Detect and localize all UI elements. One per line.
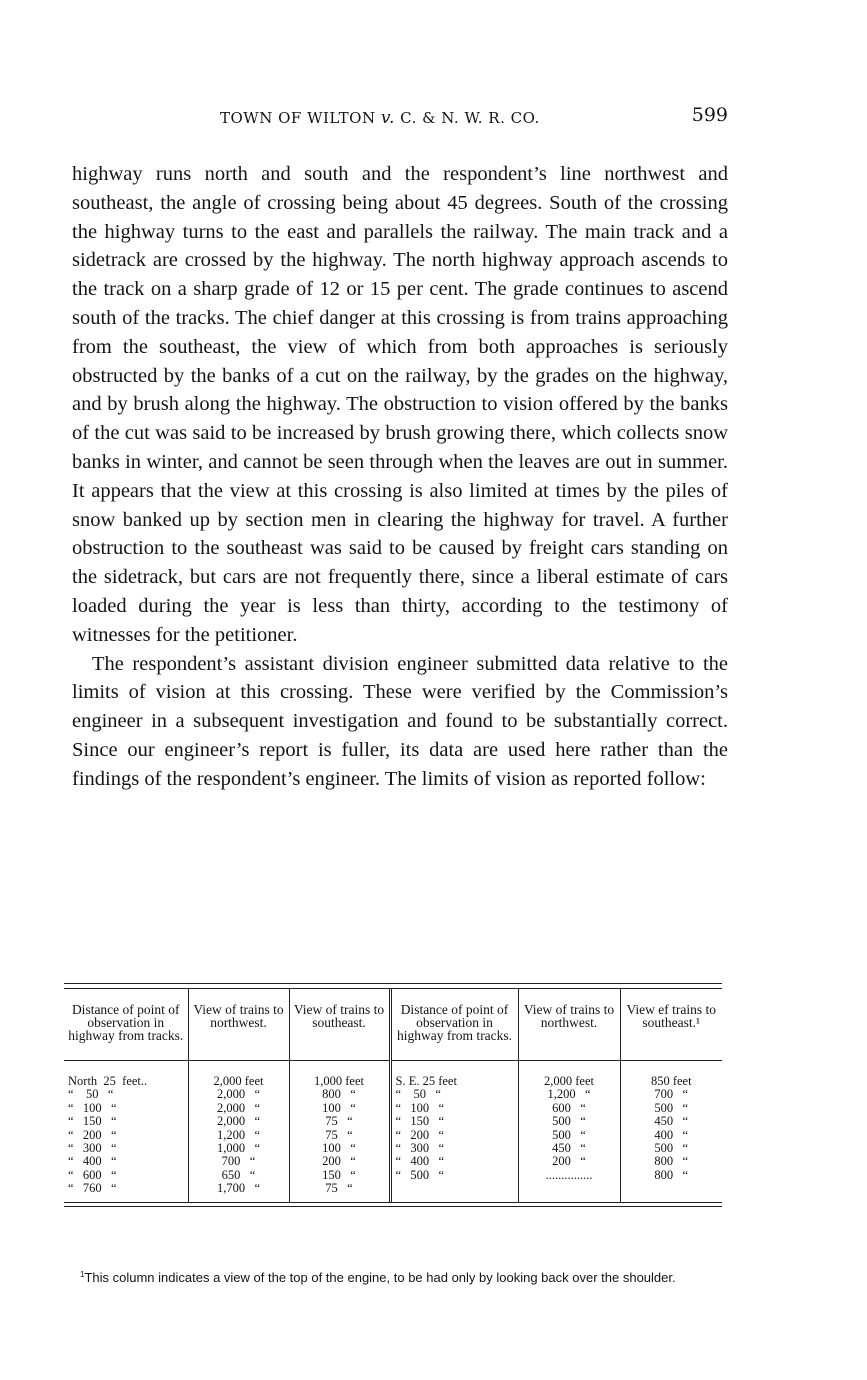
running-head-versus: v.	[380, 108, 395, 128]
table-cell: 700 “	[654, 1087, 689, 1102]
north-distance-column	[64, 1061, 188, 1202]
table-cell: “ 300 “	[395, 1141, 445, 1156]
table-cell: “ 400 “	[395, 1154, 445, 1169]
table-cell: 2,000 feet	[544, 1074, 594, 1088]
table-cell: “ 100 “	[68, 1100, 117, 1115]
table-cell: 650 “	[221, 1167, 256, 1182]
footnote	[80, 1268, 726, 1284]
header-south-distance: Distance of point of observation in highway from tracks.	[390, 989, 518, 1061]
header-north-view-southeast: View of trains to southeast.	[289, 989, 390, 1061]
table-cell: 800 “	[654, 1154, 689, 1169]
table-cell: 100 “	[322, 1141, 356, 1156]
table-bottom-rule	[64, 1202, 722, 1207]
page-number: 599	[691, 104, 728, 126]
table-cell: 100 “	[322, 1100, 356, 1115]
body-text	[72, 160, 728, 794]
table-cell: 200 “	[322, 1154, 356, 1169]
paragraph-2: The respondent’s assistant division engineer submitted data relative to the limits of vision at this crossing. These were verified by the Commission’s engineer in a subsequent investigation and found to be substantially correct. Since our engineer’s report is fuller, its data are used here rather than the findings of the respondent’s engineer. The limits of vision as reported follow:	[72, 652, 728, 790]
table-cell: 75 “	[325, 1127, 353, 1142]
table-cell: 500 “	[654, 1100, 689, 1115]
table-cell: 800 “	[322, 1087, 356, 1102]
table-cell: 450 “	[552, 1141, 586, 1156]
table-cell: 150 “	[322, 1167, 356, 1182]
table-cell: “ 50 “	[395, 1087, 441, 1102]
table-cell: 400 “	[654, 1127, 689, 1142]
table-cell: “ 500 “	[395, 1167, 445, 1182]
running-head-title: TOWN OF WILTON v. C. & N. W. R. CO.	[220, 108, 540, 128]
table-cell: 1,000 feet	[314, 1074, 364, 1088]
table-cell: 1,200 “	[216, 1127, 261, 1142]
table-cell: 1,200 “	[547, 1087, 591, 1102]
table-cell: “ 100 “	[395, 1100, 445, 1115]
paragraph-1: highway runs north and south and the respondent’s line northwest and southeast, the angle of crossing being about 45 degrees. South of the crossing the highway turns to the east and parallels the railway. The main track and a sidetrack are crossed by the highway. The north highway approach ascends to the track on a sharp grade of 12 or 15 per cent. The grade continues to ascend south of the tracks. The chief danger at this crossing is from trains approaching from the southeast, the view of which from both approaches is seriously obstructed by the banks of a cut on the railway, by the grades on the highway, and by brush along the highway. The obstruction to vision offered by the banks of the cut was said to be increased by brush growing there, which collects snow banks in winter, and cannot be seen through when the leaves are out in summer. It appears that the view at this crossing is also limited at times by the piles of snow banked up by section men in clearing the highway for travel. A further obstruction to the southeast was said to be caused by freight cars standing on the sidetrack, but cars are not frequently there, since a liberal estimate of cars loaded during the year is less than thirty, according to the testimony of witnesses for the petitioner.	[72, 163, 728, 646]
table-cell: 600 “	[552, 1100, 586, 1115]
header-south-view-northwest: View of trains to northwest.	[518, 989, 620, 1061]
running-header	[72, 104, 728, 130]
table-cell: 500 “	[654, 1141, 689, 1156]
table-cell: 2,000 feet	[213, 1074, 264, 1088]
table-cell: S. E. 25 feet	[395, 1074, 457, 1088]
table-cell: “ 760 “	[68, 1181, 117, 1196]
table-cell: 800 “	[654, 1167, 689, 1182]
north-view-northwest-column	[188, 1061, 289, 1202]
table-cell: 2,000 “	[216, 1087, 261, 1102]
table-cell: 700 “	[221, 1154, 256, 1169]
table-cell: “ 50 “	[68, 1087, 114, 1102]
table-cell: 1,700 “	[216, 1181, 261, 1196]
table-cell: ...............	[545, 1167, 593, 1182]
table-cell: North 25 feet..	[68, 1074, 148, 1088]
table-cell: “ 300 “	[68, 1141, 117, 1156]
header-south-view-southeast: View ef trains to southeast.¹	[620, 989, 722, 1061]
header-north-view-northwest: View of trains to northwest.	[188, 989, 289, 1061]
table-cell: “ 200 “	[395, 1127, 445, 1142]
table-cell: “ 150 “	[68, 1114, 117, 1129]
table-cell: 500 “	[552, 1127, 586, 1142]
table-cell: 200 “	[552, 1154, 586, 1169]
limits-table	[64, 989, 722, 1202]
table-cell: 75 “	[325, 1181, 353, 1196]
limits-of-vision-table	[64, 983, 722, 1207]
table-cell: 2,000 “	[216, 1114, 261, 1129]
south-view-northwest-column	[518, 1061, 620, 1202]
table-cell: “ 150 “	[395, 1114, 445, 1129]
table-cell: 500 “	[552, 1114, 586, 1129]
table-cell: “ 600 “	[68, 1167, 117, 1182]
table-body-row	[64, 1061, 722, 1202]
table-cell: “ 400 “	[68, 1154, 117, 1169]
footnote-marker: 1	[80, 1270, 85, 1279]
table-cell: 450 “	[654, 1114, 689, 1129]
footnote-text: This column indicates a view of the top of the engine, to be had only by looking back over the shoulder.	[84, 1270, 676, 1285]
table-cell: 2,000 “	[216, 1100, 261, 1115]
table-cell: 1,000 “	[216, 1141, 261, 1156]
south-distance-column	[390, 1061, 518, 1202]
table-cell: 75 “	[325, 1114, 353, 1129]
south-view-southeast-column	[620, 1061, 722, 1202]
table-cell: “ 200 “	[68, 1127, 117, 1142]
table-cell: 850 feet	[650, 1074, 692, 1088]
table-header-row	[64, 989, 722, 1061]
header-north-distance: Distance of point of observation in highway from tracks.	[64, 989, 188, 1061]
north-view-southeast-column	[289, 1061, 390, 1202]
